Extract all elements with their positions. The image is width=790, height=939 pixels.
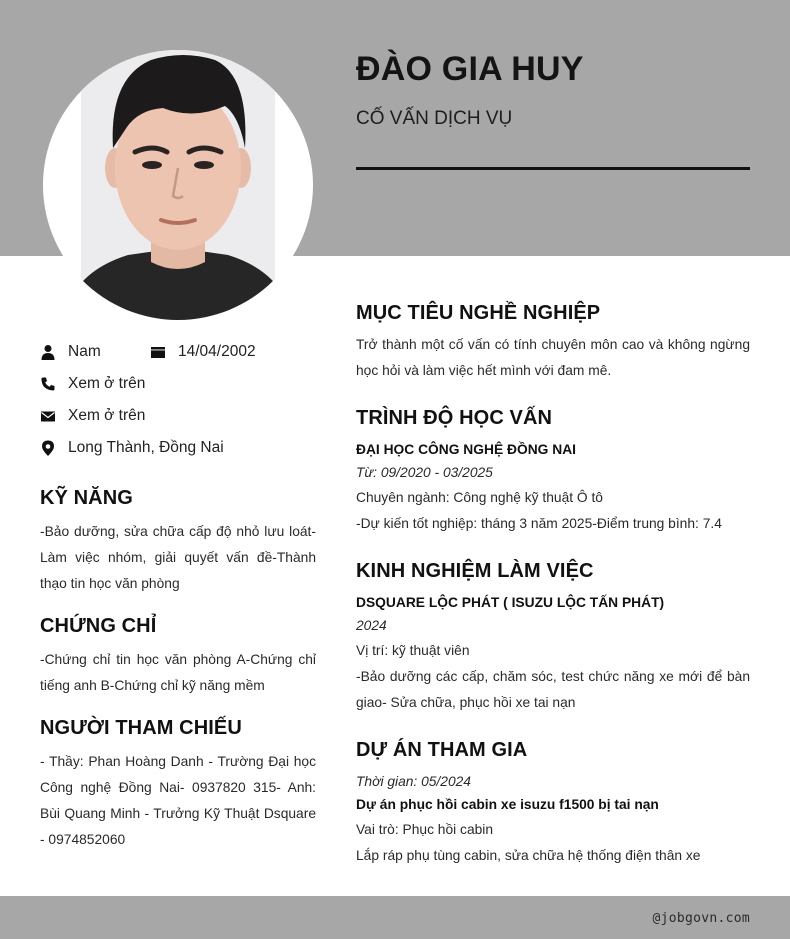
education-school: ĐẠI HỌC CÔNG NGHỆ ĐỒNG NAI xyxy=(356,442,576,457)
footer-watermark: @jobgovn.com xyxy=(652,911,750,926)
education-heading: TRÌNH ĐỘ HỌC VẤN xyxy=(356,407,553,429)
project-role: Vai trò: Phục hồi cabin xyxy=(356,822,494,837)
education-note: -Dự kiến tốt nghiệp: tháng 3 năm 2025-Điểm trung bình: 7.4 xyxy=(356,516,722,531)
references-heading: NGƯỜI THAM CHIẾU xyxy=(40,717,242,739)
experience-heading: KINH NGHIỆM LÀM VIỆC xyxy=(356,560,594,582)
skills-heading: KỸ NĂNG xyxy=(40,487,133,509)
objective-heading: MỤC TIÊU NGHỀ NGHIỆP xyxy=(356,302,601,324)
gender-row xyxy=(40,343,101,361)
person-icon xyxy=(40,344,56,360)
birthdate-value: 14/04/2002 xyxy=(178,343,256,360)
email-row xyxy=(40,407,145,425)
experience-company: DSQUARE LỘC PHÁT ( ISUZU LỘC TẤN PHÁT) xyxy=(356,595,665,610)
projects-heading: DỰ ÁN THAM GIA xyxy=(356,739,528,761)
gender-value: Nam xyxy=(68,343,101,360)
project-description: Lắp ráp phụ tùng cabin, sửa chữa hệ thống điện thân xe xyxy=(356,848,701,863)
location-pin-icon xyxy=(40,440,56,456)
profile-photo xyxy=(43,50,313,320)
project-name: Dự án phục hồi cabin xe isuzu f1500 bị tai nạn xyxy=(356,797,659,812)
calendar-icon xyxy=(150,344,166,360)
certificates-text: -Chứng chỉ tin học văn phòng A-Chứng chỉ tiếng anh B-Chứng chỉ kỹ năng mềm xyxy=(40,652,316,693)
certificates-heading: CHỨNG CHỈ xyxy=(40,615,157,637)
email-value: Xem ở trên xyxy=(68,407,146,424)
address-value: Long Thành, Đồng Nai xyxy=(68,439,224,456)
phone-row xyxy=(40,375,145,393)
education-period: Từ: 09/2020 - 03/2025 xyxy=(356,465,493,480)
skills-text: -Bảo dưỡng, sửa chữa cấp độ nhỏ lưu loát-Làm việc nhóm, giải quyết vấn đề-Thành thạo tin học văn phòng xyxy=(40,524,316,591)
portrait-image xyxy=(43,50,313,320)
title-divider xyxy=(356,167,750,170)
education-major: Chuyên ngành: Công nghệ kỹ thuật Ô tô xyxy=(356,490,603,505)
phone-icon xyxy=(40,376,56,392)
phone-value: Xem ở trên xyxy=(68,375,146,392)
birthdate-row xyxy=(150,343,256,361)
experience-year: 2024 xyxy=(356,618,387,633)
envelope-icon xyxy=(40,408,56,424)
project-time: Thời gian: 05/2024 xyxy=(356,774,471,789)
references-text: - Thầy: Phan Hoàng Danh - Trường Đại học Công nghệ Đồng Nai- 0937820 315- Anh: Bùi Quang Minh - Trưởng Kỹ Thuật Dsquare - 0974852060 xyxy=(40,754,316,847)
objective-text: Trở thành một cố vấn có tính chuyên môn cao và không ngừng học hỏi và làm việc hết mình với đam mê. xyxy=(356,337,750,378)
candidate-name: ĐÀO GIA HUY xyxy=(356,50,584,88)
address-row xyxy=(40,439,224,457)
experience-position: Vị trí: kỹ thuật viên xyxy=(356,643,470,658)
experience-description: -Bảo dưỡng các cấp, chăm sóc, test chức năng xe mới để bàn giao- Sửa chữa, phục hồi xe tai nạn xyxy=(356,669,750,710)
candidate-title: CỐ VẤN DỊCH VỤ xyxy=(356,108,513,129)
